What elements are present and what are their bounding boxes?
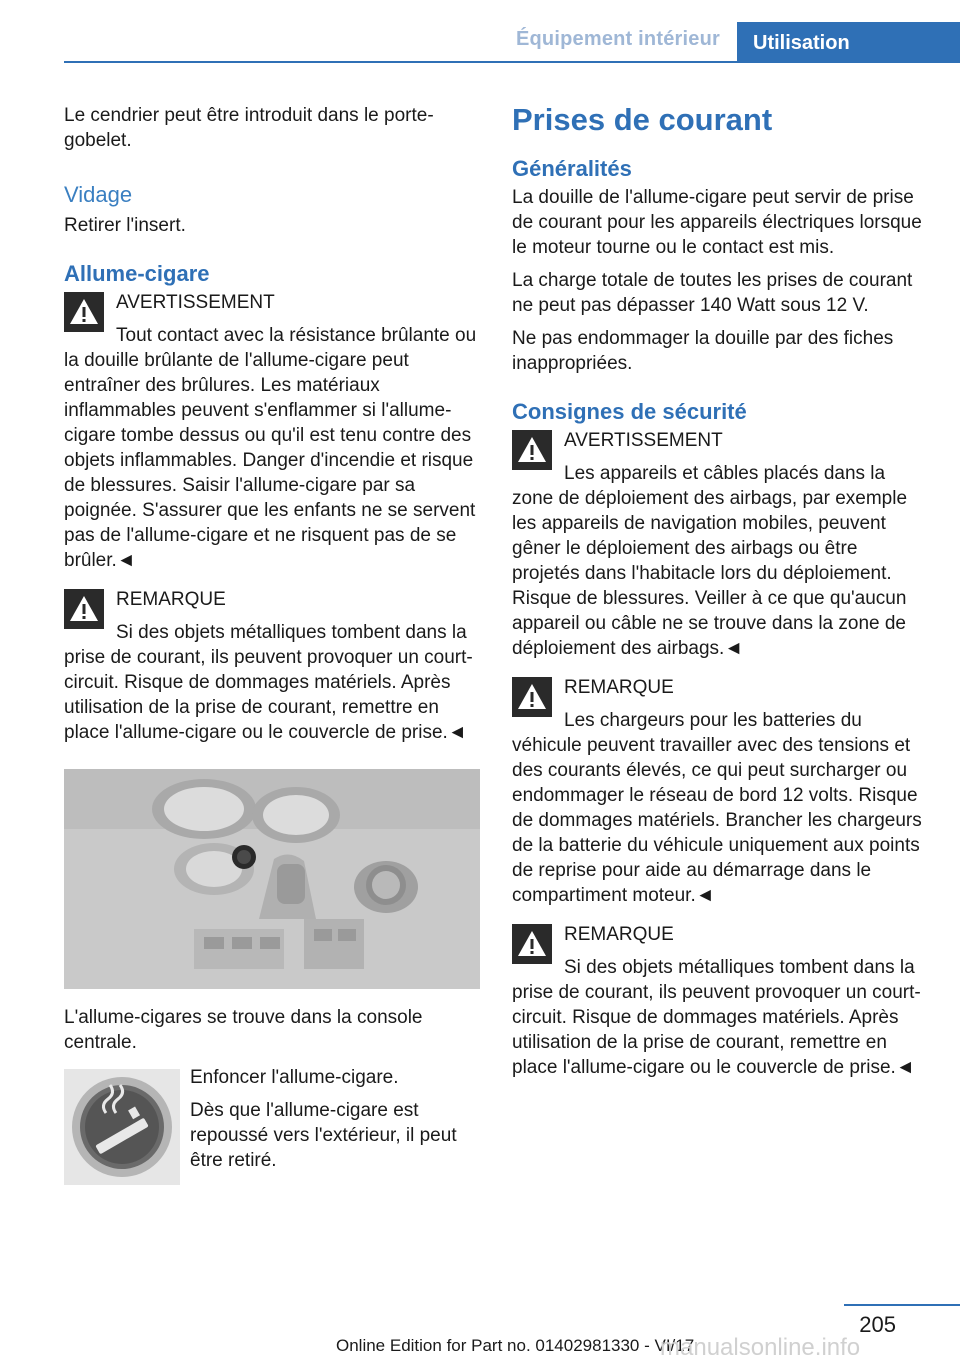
step-1: Enfoncer l'allume-cigare.: [190, 1067, 399, 1088]
warning-label: AVERTISSEMENT: [116, 292, 275, 313]
notice-text: Si des objets métalliques tombent dans la prise de courant, ils peuvent provoquer un court-circuit. Risque de dommages matériels. Après utilisation de la prise de courant, remettre en place l'allume-cigare ou le couvercle de prise.◄: [512, 957, 921, 1078]
cigarette-lighter-icon: [64, 1069, 180, 1185]
heading-allume-cigare: Allume-cigare: [64, 261, 210, 286]
notice-label: REMARQUE: [564, 677, 674, 698]
warning-triangle-icon: [64, 589, 104, 629]
warning-text: Tout contact avec la résistance brûlante ou la douille brûlante de l'allume-cigare peut entraîner des brûlures. Les matériaux inflammables peuvent s'enflammer si l'allume-cigare tombe dessus ou qu'il est tenu contre des objets inflammables. Danger d'incendie et risque de blessures. Saisir l'allume-cigare par sa poignée. S'assurer que les enfants ne se servent pas de l'allume-cigare et ne risquent pas de se brûler.◄: [64, 325, 477, 571]
notice-label: REMARQUE: [116, 589, 226, 610]
notice-text: Si des objets métalliques tombent dans la prise de courant, ils peuvent provoquer un court-circuit. Risque de dommages matériels. Après utilisation de la prise de courant, remettre en place l'allume-cigare ou le couvercle de prise.◄: [64, 622, 473, 743]
left-column: [64, 103, 478, 1185]
heading-vidage: Vidage: [64, 182, 133, 207]
heading-generalites: Généralités: [512, 156, 632, 181]
notice-block: [512, 922, 930, 1080]
watermark: manualsonline.info: [660, 1334, 861, 1361]
page-number: 205: [859, 1312, 896, 1337]
header-rule: [64, 61, 960, 63]
notice-label: REMARQUE: [564, 924, 674, 945]
notice-text: Les chargeurs pour les batteries du véhicule peuvent travailler avec des tensions et des courants élevés, ce qui peut surcharger ou endommager le réseau de bord 12 volts. Risque de dommages matériels. Brancher les chargeurs de la batterie du véhicule uniquement aux points de reprise pour aide au démarrage dans le compartiment moteur.◄: [512, 710, 922, 906]
photo-caption: L'allume-cigares se trouve dans la console centrale.: [64, 1007, 423, 1053]
generalites-p1: La douille de l'allume-cigare peut servir de prise de courant pour les appareils électriques lorsque le moteur tourne ou le contact est mis.: [512, 187, 922, 258]
warning-block: [512, 428, 930, 661]
right-column: [512, 103, 930, 1094]
warning-label: AVERTISSEMENT: [564, 430, 723, 451]
warning-triangle-icon: [512, 430, 552, 470]
generalites-p2: La charge totale de toutes les prises de courant ne peut pas dépasser 140 Watt sous 12 V.: [512, 270, 913, 316]
edition-text: Online Edition for Part no. 01402981330 - VI/17: [336, 1336, 695, 1355]
footer-rule: [844, 1304, 960, 1306]
step-block: [64, 1065, 478, 1185]
heading-consignes: Consignes de sécurité: [512, 399, 747, 424]
warning-triangle-icon: [512, 924, 552, 964]
center-console-photo: [64, 769, 480, 989]
notice-block: [512, 675, 930, 908]
warning-block: [64, 290, 478, 573]
warning-triangle-icon: [512, 677, 552, 717]
generalites-p3: Ne pas endommager la douille par des fiches inappropriées.: [512, 328, 894, 374]
heading-prises-de-courant: Prises de courant: [512, 102, 773, 137]
warning-text: Les appareils et câbles placés dans la zone de déploiement des airbags, par exemple les appareils de navigation mobiles, peuvent gêner le déploiement des airbags ou être projetés dans l'habitacle lors du déploiement. Risque de blessures. Veiller à ce que qu'aucun appareil ou câble ne se trouve dans la zone de déploiement des airbags.◄: [512, 463, 908, 659]
warning-triangle-icon: [64, 292, 104, 332]
vidage-text: Retirer l'insert.: [64, 215, 186, 236]
step-2: Dès que l'allume-cigare est repoussé vers l'extérieur, il peut être retiré.: [190, 1100, 457, 1171]
intro-paragraph: Le cendrier peut être introduit dans le porte-gobelet.: [64, 105, 434, 151]
header-section-title: Équipement intérieur: [515, 28, 720, 50]
header-tab-utilisation: Utilisation: [737, 22, 960, 63]
notice-block: [64, 587, 478, 745]
